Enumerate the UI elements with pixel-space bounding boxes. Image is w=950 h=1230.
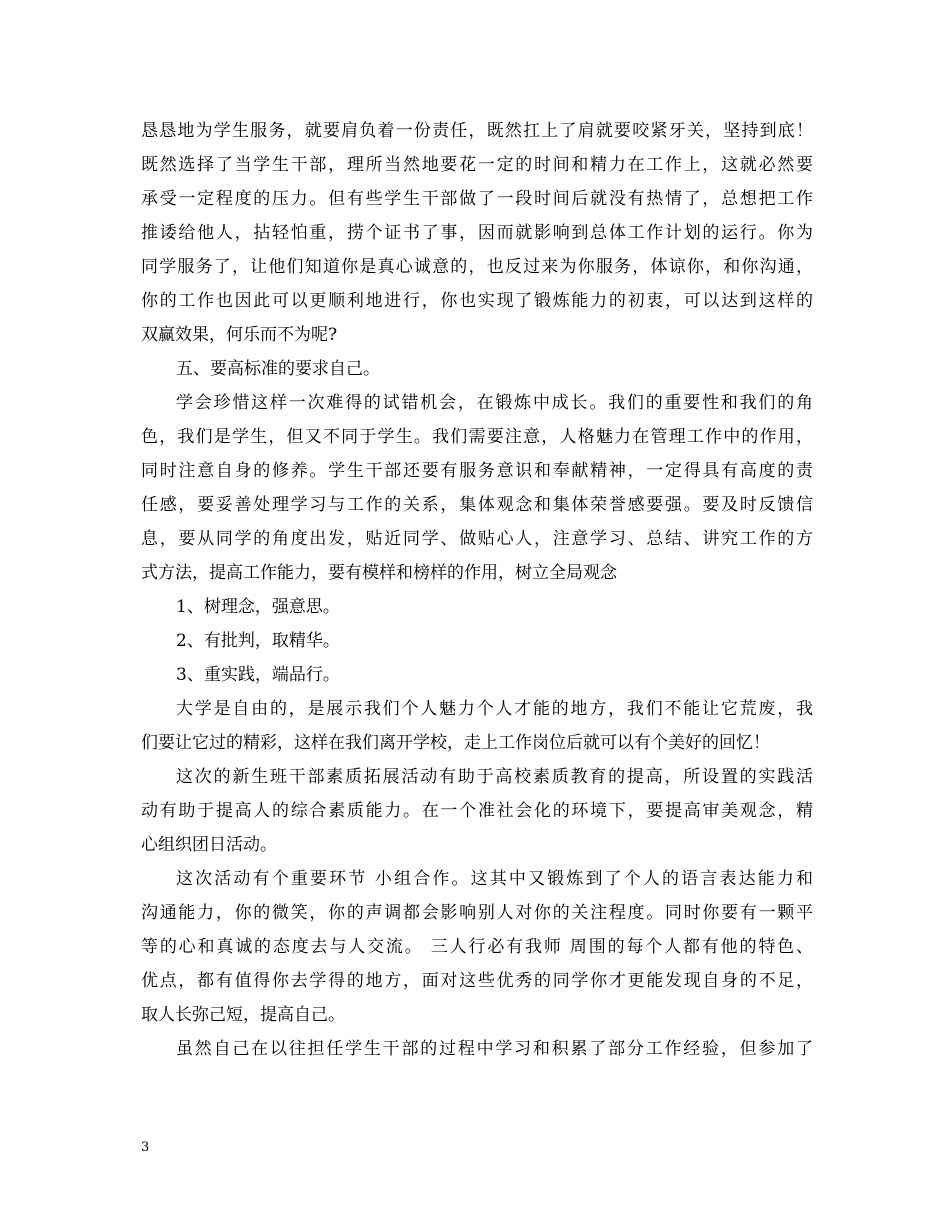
text-line: 承受一定程度的压力。但有些学生干部做了一段时间后就没有热情了，总想把工作 <box>141 189 813 209</box>
text-line: 等的心和真诚的态度去与人交流。 三人行必有我师 周围的每个人都有他的特色、 <box>141 937 813 957</box>
text-line: 2、有批判，取精华。 <box>176 631 340 651</box>
text-line: 1、树理念，强意思。 <box>176 597 340 617</box>
text-line: 同时注意自身的修养。学生干部还要有服务意识和奉献精神，一定得具有高度的责 <box>141 461 813 481</box>
document-body <box>141 114 813 1066</box>
text-line: 双赢效果，何乐而不为呢? <box>141 325 338 345</box>
text-line: 恳恳地为学生服务，就要肩负着一份责任，既然扛上了肩就要咬紧牙关，坚持到底！ <box>141 121 813 141</box>
text-line: 这次的新生班干部素质拓展活动有助于高校素质教育的提高，所设置的实践活 <box>176 767 813 787</box>
text-line: 五、要高标准的要求自己。 <box>176 359 380 379</box>
page-number: 3 <box>141 1140 150 1155</box>
text-line: 你的工作也因此可以更顺利地进行，你也实现了锻炼能力的初衷，可以达到这样的 <box>141 291 813 311</box>
text-line: 学会珍惜这样一次难得的试错机会，在锻炼中成长。我们的重要性和我们的角 <box>176 393 813 413</box>
text-line: 3、重实践，端品行。 <box>176 665 340 685</box>
text-line: 推诿给他人，拈轻怕重，捞个证书了事，因而就影响到总体工作计划的运行。你为 <box>141 223 813 243</box>
text-line: 沟通能力，你的微笑，你的声调都会影响别人对你的关注程度。同时你要有一颗平 <box>141 903 813 923</box>
text-line: 心组织团日活动。 <box>141 835 277 855</box>
text-line: 任感，要妥善处理学习与工作的关系，集体观念和集体荣誉感要强。要及时反馈信 <box>141 495 813 515</box>
text-line: 大学是自由的，是展示我们个人魅力个人才能的地方，我们不能让它荒废，我 <box>176 699 813 719</box>
text-line: 既然选择了当学生干部，理所当然地要花一定的时间和精力在工作上，这就必然要 <box>141 155 813 175</box>
text-line: 动有助于提高人的综合素质能力。在一个准社会化的环境下，要提高审美观念，精 <box>141 801 813 821</box>
text-line: 息，要从同学的角度出发，贴近同学、做贴心人，注意学习、总结、讲究工作的方 <box>141 529 813 549</box>
text-line: 取人长弥己短，提高自己。 <box>141 1005 345 1025</box>
text-line: 这次活动有个重要环节 小组合作。这其中又锻炼到了个人的语言表达能力和 <box>176 869 813 889</box>
text-line: 优点，都有值得你去学得的地方，面对这些优秀的同学你才更能发现自身的不足， <box>141 971 813 991</box>
text-line: 色，我们是学生，但又不同于学生。我们需要注意，人格魅力在管理工作中的作用， <box>141 427 813 447</box>
text-line: 虽然自己在以往担任学生干部的过程中学习和积累了部分工作经验，但参加了 <box>176 1039 813 1059</box>
text-line: 们要让它过的精彩，这样在我们离开学校，走上工作岗位后就可以有个美好的回忆！ <box>141 733 770 753</box>
text-line: 同学服务了，让他们知道你是真心诚意的，也反过来为你服务，体谅你，和你沟通， <box>141 257 813 277</box>
text-line: 式方法，提高工作能力，要有模样和榜样的作用，树立全局观念 <box>141 563 617 583</box>
